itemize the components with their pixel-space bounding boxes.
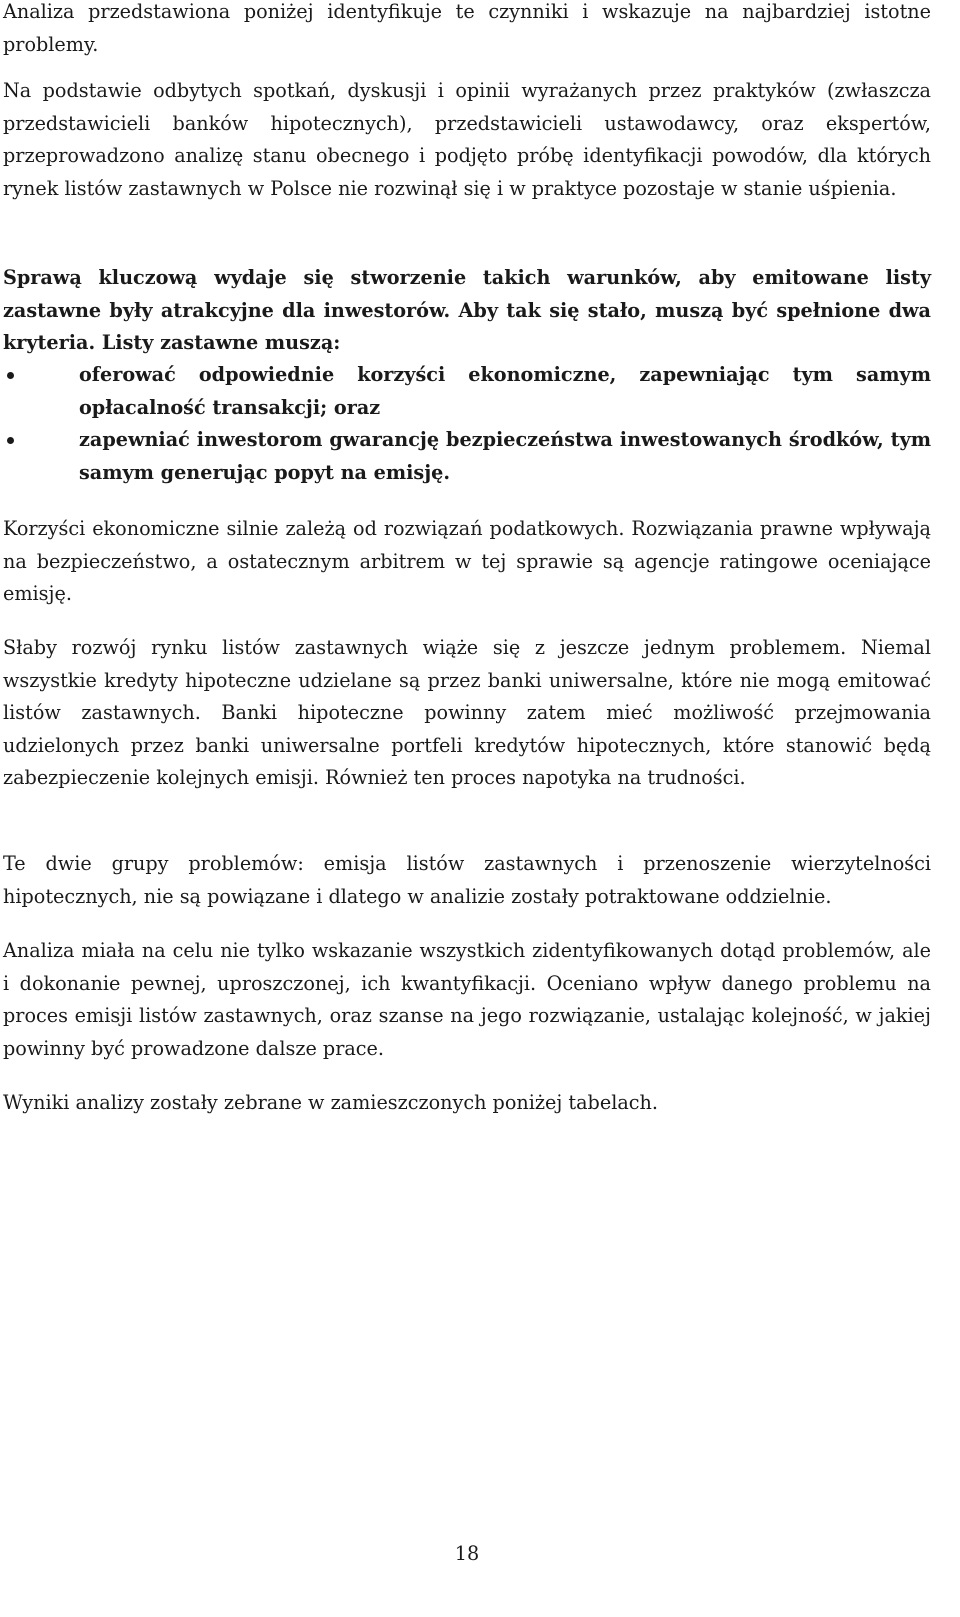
key-issue-tail-text: Listy zastawne muszą:	[95, 331, 341, 355]
criteria-item-text: oferować odpowiednie korzyści ekonomiczne, zapewniając tym samym opłacalność transakcji; oraz	[79, 363, 931, 419]
paragraph-analysis-basis: Na podstawie odbytych spotkań, dyskusji i opinii wyrażanych przez praktyków (zwłaszcza przedstawicieli banków hipotecznych), przedstawicieli ustawodawcy, oraz ekspertów, przeprowadzono analizę stanu obecnego i podjęto próbę identyfikacji powodów, dla których rynek listów zastawnych w Polsce nie rozwinął się i w praktyce pozostaje w stanie uśpienia.	[3, 79, 931, 200]
paragraph-problem-groups: Te dwie grupy problemów: emisja listów zastawnych i przenoszenie wierzytelności hipotecznych, nie są powiązane i dlatego w analizie zostały potraktowane oddzielnie.	[3, 852, 931, 908]
page-number: 18	[454, 1542, 480, 1565]
criteria-list-item	[3, 424, 931, 489]
paragraph-economic-benefits: Korzyści ekonomiczne silnie zależą od rozwiązań podatkowych. Rozwiązania prawne wpływają na bezpieczeństwo, a ostatecznym arbitrem w tej sprawie są agencje ratingowe oceniające emisję.	[3, 517, 931, 606]
criteria-item-text: zapewniać inwestorom gwarancję bezpieczeństwa inwestowanych środków, tym samym generując popyt na emisję.	[79, 428, 931, 484]
key-issue-bold-text: Sprawą kluczową wydaje się stworzenie takich warunków, aby emitowane listy zastawne były atrakcyjne dla inwestorów. Aby tak się stało, muszą być spełnione dwa kryteria.	[3, 266, 931, 355]
bullet-icon	[7, 372, 14, 379]
paragraph-market-problem: Słaby rozwój rynku listów zastawnych wiąże się z jeszcze jednym problemem. Niemal wszystkie kredyty hipoteczne udzielane są przez banki uniwersalne, które nie mogą emitować listów zastawnych. Banki hipoteczne powinny zatem mieć możliwość przejmowania udzielonych przez banki uniwersalne portfeli kredytów hipotecznych, które stanowić będą zabezpieczenie kolejnych emisji. Również ten proces napotyka na trudności.	[3, 636, 931, 790]
paragraph-results: Wyniki analizy zostały zebrane w zamieszczonych poniżej tabelach.	[3, 1091, 658, 1114]
paragraph-key-issue	[3, 262, 931, 360]
paragraph-intro: Analiza przedstawiona poniżej identyfikuje te czynniki i wskazuje na najbardziej istotne problemy.	[3, 0, 931, 56]
paragraph-analysis-goal: Analiza miała na celu nie tylko wskazanie wszystkich zidentyfikowanych dotąd problemów, ale i dokonanie pewnej, uproszczonej, ich kwantyfikacji. Oceniano wpływ danego problemu na proces emisji listów zastawnych, oraz szanse na jego rozwiązanie, ustalając kolejność, w jakiej powinny być prowadzone dalsze prace.	[3, 939, 931, 1060]
bullet-icon	[7, 437, 14, 444]
criteria-list	[3, 359, 931, 489]
criteria-list-item	[3, 359, 931, 424]
